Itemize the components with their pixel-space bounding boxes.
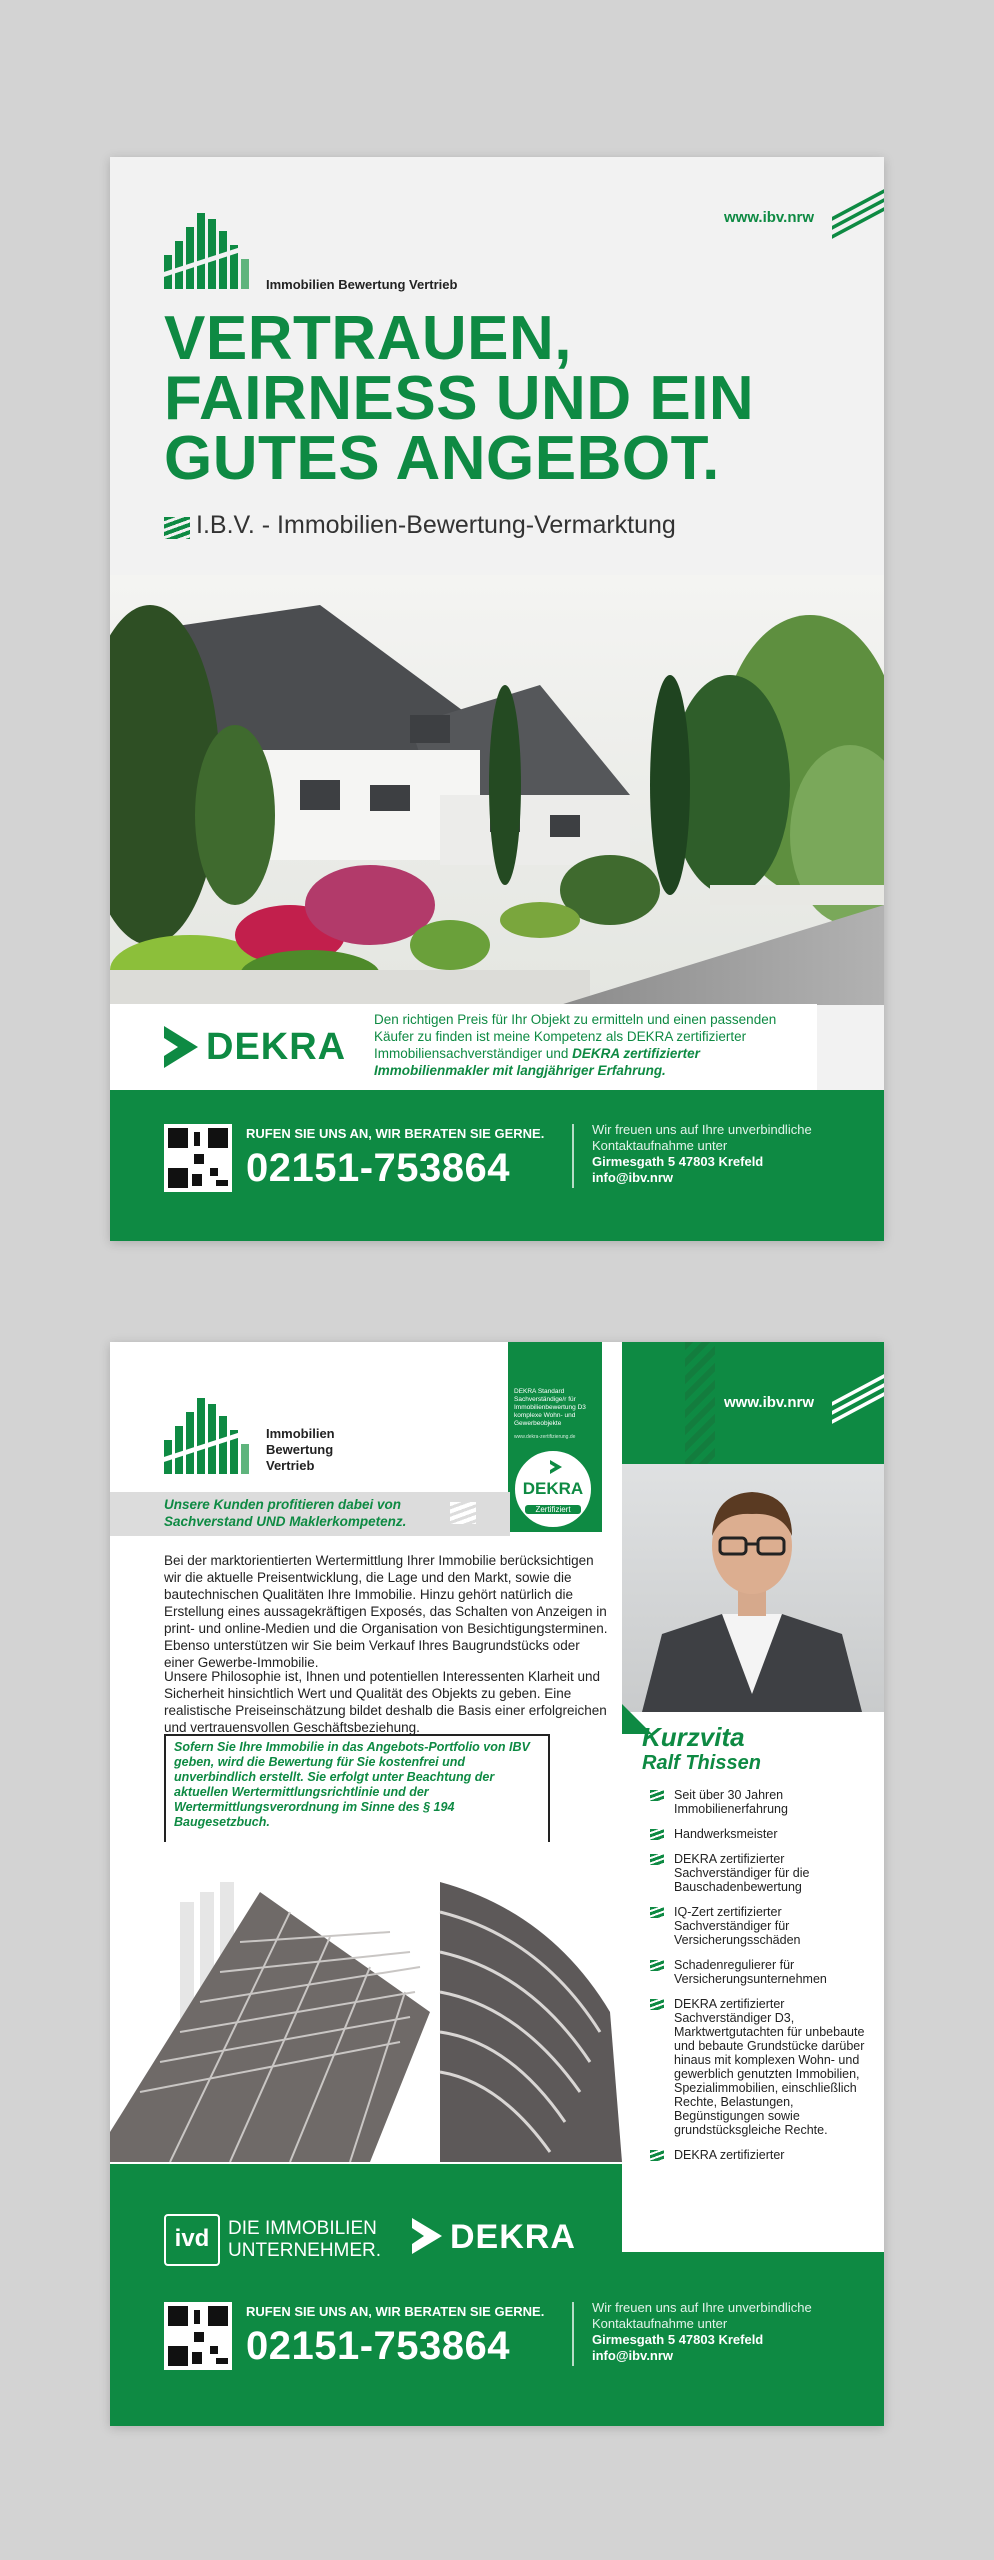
dekra-statement <box>374 1011 804 1079</box>
seal-text: DEKRA Standard Sachverständige/r für Immobilienbewertung D3 komplexe Wohn- und Gewerbeobjekte <box>514 1388 586 1427</box>
seal-badge: Zertifiziert <box>525 1505 581 1514</box>
philosophy-paragraph: Unsere Philosophie ist, Ihnen und potentiellen Interessenten Klarheit und Sicherheit hinsichtlich Wert und Qualität des Objekts zu geben. Eine realistische Preiseinschätzung bildet deshalb die Basis einer erfolgreichen und vertrauensvollen Geschäftsbeziehung. <box>164 1669 607 1735</box>
contact-info <box>592 2300 852 2364</box>
call-to-action: RUFEN SIE UNS AN, WIR BERATEN SIE GERNE. <box>246 1126 545 1141</box>
contact-info <box>592 1122 852 1186</box>
dekra-statement-box <box>110 1004 817 1090</box>
decorative-stripes <box>826 193 884 233</box>
website-link[interactable]: www.ibv.nrw <box>723 1394 814 1411</box>
headline <box>164 304 755 493</box>
dekra-logo-icon <box>160 1024 200 1070</box>
email-link[interactable]: info@ibv.nrw <box>592 1170 674 1185</box>
subline-stripes-icon <box>164 517 190 539</box>
dekra-logo-icon <box>410 2216 444 2256</box>
address: Girmesgath 5 47803 Krefeld <box>592 2332 764 2347</box>
logo-text <box>266 1426 335 1474</box>
cv-item: Seit über 30 Jahren Immobilienerfahrung <box>650 1788 875 1816</box>
tagline-stripes-icon <box>450 1502 476 1524</box>
flyer-page-back <box>110 1342 884 2426</box>
divider <box>572 1124 574 1188</box>
ivd-line-1: DIE IMMOBILIEN <box>228 2218 377 2239</box>
tagline: Unsere Kunden profitieren dabei von Sachverstand UND Maklerkompetenz. <box>164 1497 407 1529</box>
call-to-action: RUFEN SIE UNS AN, WIR BERATEN SIE GERNE. <box>246 2304 545 2319</box>
contact-intro: Wir freuen uns auf Ihre unverbindliche Kontaktaufnahme unter <box>592 2300 812 2331</box>
headline-line-1: VERTRAUEN, <box>164 304 573 373</box>
qr-code-icon[interactable] <box>164 2302 232 2370</box>
house-photo <box>110 575 884 1005</box>
ivd-logo-icon <box>164 2214 220 2266</box>
portrait-photo <box>622 1464 884 1712</box>
contact-intro: Wir freuen uns auf Ihre unverbindliche Kontaktaufnahme unter <box>592 1122 812 1153</box>
flyer-page-front <box>110 157 884 1241</box>
phone-number[interactable]: 02151-753864 <box>246 1146 511 1190</box>
dekra-logo-icon <box>549 1459 563 1475</box>
cv-panel-bottom <box>622 2162 884 2252</box>
decorative-stripes-white <box>826 1378 884 1418</box>
ivd-claim <box>228 2218 381 2262</box>
ibv-logo-icon <box>164 213 260 289</box>
cv-item: DEKRA zertifizierter Sachverständiger D3, Marktwertgutachten für unbebaute und bebaute Grundstücke darüber hinaus mit komplexen Wohn- und gewerblich genutzten Immobilien, Spezialimmobilien, einschließlich Rechte, Belastungen, Begünstigungen sowie grundstücksgleiche Rechte. <box>650 1997 875 2137</box>
cv-item: IQ-Zert zertifizierter Sachverständiger für Versicherungsschäden <box>650 1905 875 1947</box>
ivd-logo-text: ivd <box>174 2225 210 2252</box>
office-building-photo <box>110 1842 622 2162</box>
email-link[interactable]: info@ibv.nrw <box>592 2348 674 2363</box>
dekra-statement-text: Den richtigen Preis für Ihr Objekt zu ermitteln und einen passenden Käufer zu finden ist meine Kompetenz als DEKRA zertifizierter Immobiliensachverständiger und <box>374 1012 777 1061</box>
cv-item: Schadenregulierer für Versicherungsunternehmen <box>650 1958 875 1986</box>
website-link[interactable]: www.ibv.nrw <box>723 209 814 226</box>
headline-line-2: FAIRNESS UND EIN <box>164 364 755 433</box>
logo-line-2: Bewertung <box>266 1442 334 1457</box>
logo-line-3: Vertrieb <box>266 1458 315 1473</box>
headline-line-3: GUTES ANGEBOT. <box>164 424 720 493</box>
cv-list <box>650 1788 875 2187</box>
phone-number[interactable]: 02151-753864 <box>246 2324 511 2368</box>
logo-text: Immobilien Bewertung Vertrieb <box>266 277 458 292</box>
seal-url: www.dekra-zertifizierung.de <box>514 1434 576 1440</box>
cv-item: Handwerksmeister <box>650 1827 875 1841</box>
cv-item: DEKRA zertifizierter Sachverständiger für die Bauschadenbewertung <box>650 1852 875 1894</box>
qr-code-icon[interactable] <box>164 1124 232 1192</box>
valuation-note: Sofern Sie Ihre Immobilie in das Angebots-Portfolio von IBV geben, wird die Bewertung für Sie kostenfrei und unverbindlich erstellt. Sie erfolgt unter Beachtung der aktuellen Wertermittlungsrichtlinie und der Wertermittlungsverordnung im Sinne des § 194 Baugesetzbuch. <box>174 1740 530 1829</box>
cv-title: Kurzvita <box>642 1722 745 1752</box>
seal-circle <box>512 1448 594 1530</box>
address: Girmesgath 5 47803 Krefeld <box>592 1154 764 1169</box>
dekra-logo-text: DEKRA <box>450 2218 576 2256</box>
cv-name: Ralf Thissen <box>642 1752 761 1774</box>
dekra-logo-text: DEKRA <box>206 1026 347 1068</box>
subline: I.B.V. - Immobilien-Bewertung-Vermarktung <box>196 511 676 539</box>
divider <box>572 2302 574 2366</box>
logo-line-1: Immobilien <box>266 1426 335 1441</box>
dekra-statement-emphasis: DEKRA zertifizierter Immobilienmakler mit langjähriger Erfahrung. <box>374 1046 700 1078</box>
ivd-line-2: UNTERNEHMER. <box>228 2240 382 2261</box>
seal-logo: DEKRA <box>522 1479 584 1498</box>
contact-band <box>110 1090 884 1241</box>
dekra-certification-seal <box>508 1342 602 1532</box>
intro-paragraph: Bei der marktorientierten Wertermittlung Ihrer Immobilie berücksichtigen wir die aktuelle Preisentwicklung, die Lage und den Markt, sowie die bautechnischen Qualitäten Ihre Immobilie. Hinzu gehört natürlich die Erstellung eines aussagekräftigen Exposés, das Schalten von Anzeigen in print- und online-Medien und die Organisation von Besichtigungsterminen. Ebenso unterstützen wir Sie beim Verkauf Ihres Baugrundstücks oder einer Gewerbe-Immobilie. <box>164 1553 608 1670</box>
ibv-logo-icon <box>164 1398 260 1474</box>
cv-item: DEKRA zertifizierter <box>650 2148 875 2176</box>
